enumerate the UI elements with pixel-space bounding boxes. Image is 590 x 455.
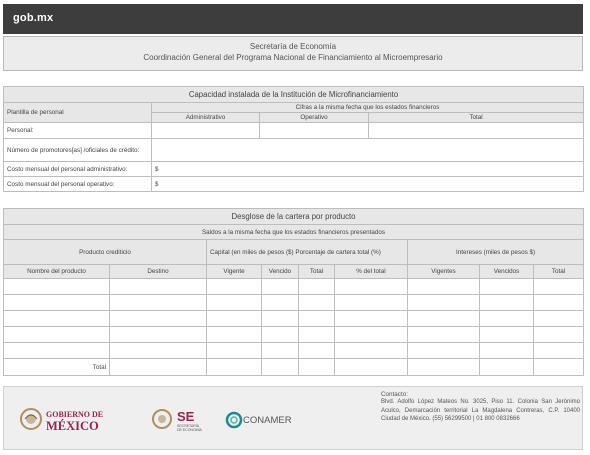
col-capital-total: Total — [299, 265, 335, 279]
capacity-table — [3, 86, 584, 192]
table-cell[interactable] — [110, 311, 207, 327]
table-cell[interactable] — [534, 343, 584, 359]
table-cell[interactable] — [408, 327, 480, 343]
table-cell[interactable] — [534, 327, 584, 343]
table-cell[interactable] — [408, 359, 480, 376]
table-cell[interactable] — [480, 279, 534, 295]
table-cell[interactable] — [4, 343, 110, 359]
table-cell[interactable] — [299, 311, 335, 327]
portfolio-subtitle: Saldos a la misma fecha que los estados financieros presentados — [4, 225, 584, 240]
table-cell[interactable] — [335, 327, 408, 343]
se-seal-icon — [151, 406, 221, 436]
col-overdue: Vencido — [262, 265, 299, 279]
table-cell[interactable] — [299, 327, 335, 343]
logo-se-sub1: SECRETARÍA — [177, 424, 200, 428]
table-cell[interactable] — [534, 311, 584, 327]
gob-mx-logo-link[interactable]: gob.mx — [13, 12, 54, 24]
table-cell[interactable] — [4, 327, 110, 343]
col-current: Vigente — [207, 265, 262, 279]
table-cell[interactable] — [480, 359, 534, 376]
page-header — [3, 36, 583, 71]
table-cell[interactable] — [207, 327, 262, 343]
table-cell[interactable] — [408, 295, 480, 311]
portfolio-table — [3, 208, 584, 376]
row-operative-cost-label: Costo mensual del personal operativo: — [4, 177, 152, 192]
table-cell[interactable] — [408, 343, 480, 359]
table-cell[interactable] — [262, 295, 299, 311]
table-cell[interactable] — [534, 359, 584, 376]
contact-address: Blvd. Adolfo López Mateos No. 3025, Piso 11. Colonia San Jerónimo Aculco, Demarcación territorial La Magdalena Contreras, C.P. 10400 Ciudad de México. (55) 56299500 | 01 800 0832666 — [381, 399, 580, 423]
table-cell[interactable] — [262, 343, 299, 359]
footer — [3, 386, 583, 450]
table-cell[interactable] — [262, 359, 299, 376]
staff-template-label: Plantilla de personal — [4, 103, 152, 123]
table-cell[interactable] — [262, 311, 299, 327]
col-interest-overdue: Vencidos — [480, 265, 534, 279]
table-cell[interactable] — [110, 295, 207, 311]
group-interest: Intereses (miles de pesos $) — [408, 240, 584, 265]
contact-label: Contacto: — [381, 391, 408, 398]
table-cell[interactable] — [207, 279, 262, 295]
table-cell[interactable] — [4, 311, 110, 327]
table-cell[interactable] — [335, 279, 408, 295]
total-label: Total — [4, 359, 110, 376]
header-ministry: Secretaría de Economía — [249, 42, 337, 51]
table-cell[interactable] — [480, 311, 534, 327]
row-personnel-label: Personal: — [4, 123, 152, 139]
table-cell[interactable] — [534, 295, 584, 311]
personnel-admin-field[interactable] — [152, 123, 260, 139]
row-admin-cost-label: Costo mensual del personal administrativo: — [4, 162, 152, 177]
table-cell[interactable] — [335, 311, 408, 327]
col-product-name: Nombre del producto — [4, 265, 110, 279]
table-cell[interactable] — [408, 279, 480, 295]
promoters-field[interactable] — [152, 139, 584, 162]
table-cell[interactable] — [480, 343, 534, 359]
logo-se-sub2: DE ECONOMÍA — [177, 428, 202, 432]
logo-conamer-text: CONAMER — [243, 415, 292, 426]
personnel-operative-field[interactable] — [260, 123, 369, 139]
table-cell[interactable] — [4, 279, 110, 295]
table-row — [4, 279, 584, 295]
operative-cost-field[interactable]: $ — [152, 177, 584, 192]
table-row — [4, 295, 584, 311]
table-row — [4, 327, 584, 343]
table-cell[interactable] — [110, 327, 207, 343]
col-interest-current: Vigentes — [408, 265, 480, 279]
total-row — [4, 359, 584, 376]
table-cell[interactable] — [299, 343, 335, 359]
eagle-seal-icon — [19, 405, 119, 435]
group-credit-product: Producto crediticio — [4, 240, 207, 265]
conamer-swirl-icon — [225, 409, 295, 431]
conamer-logo — [225, 409, 295, 436]
table-cell[interactable] — [262, 327, 299, 343]
portfolio-title: Desglose de la cartera por producto — [4, 209, 584, 225]
logo-se-text: SE — [177, 409, 195, 424]
col-destination: Destino — [110, 265, 207, 279]
logo-gobierno-text: GOBIERNO DE — [46, 410, 104, 419]
table-cell[interactable] — [110, 343, 207, 359]
gobierno-mexico-logo — [19, 405, 119, 440]
table-cell[interactable] — [408, 311, 480, 327]
col-percent-total: % del total — [335, 265, 408, 279]
group-capital: Capital (en miles de pesos ($) Porcentaje de cartera total (%) — [207, 240, 408, 265]
table-cell[interactable] — [534, 279, 584, 295]
col-interest-total: Total — [534, 265, 584, 279]
table-cell[interactable] — [4, 295, 110, 311]
table-cell[interactable] — [299, 295, 335, 311]
table-cell[interactable] — [262, 279, 299, 295]
figures-date-label: Cifras a la misma fecha que los estados financieros — [152, 103, 584, 113]
top-navbar — [3, 4, 583, 34]
table-cell[interactable] — [335, 343, 408, 359]
personnel-total-field[interactable] — [369, 123, 584, 139]
capacity-title: Capacidad instalada de la Institución de Microfinanciamiento — [4, 87, 584, 103]
table-cell[interactable] — [207, 343, 262, 359]
table-row — [4, 311, 584, 327]
row-promoters-label: Número de promotores[as] /oficiales de crédito: — [4, 139, 152, 162]
table-cell[interactable] — [207, 359, 262, 376]
table-cell[interactable] — [480, 295, 534, 311]
col-total: Total — [369, 113, 584, 123]
table-cell[interactable] — [207, 311, 262, 327]
table-cell[interactable] — [299, 359, 335, 376]
table-cell[interactable] — [110, 279, 207, 295]
col-administrative: Administrativo — [152, 113, 260, 123]
col-operative: Operativo — [260, 113, 369, 123]
table-cell[interactable] — [110, 359, 207, 376]
table-cell[interactable] — [480, 327, 534, 343]
table-cell[interactable] — [207, 295, 262, 311]
logo-mexico-text: MÉXICO — [46, 419, 99, 433]
secretaria-economia-logo — [151, 406, 221, 441]
table-cell[interactable] — [299, 279, 335, 295]
table-row — [4, 343, 584, 359]
table-cell[interactable] — [335, 295, 408, 311]
table-cell[interactable] — [335, 359, 408, 376]
header-program: Coordinación General del Programa Nacional de Financiamiento al Microempresario — [143, 53, 443, 62]
admin-cost-field[interactable]: $ — [152, 162, 584, 177]
